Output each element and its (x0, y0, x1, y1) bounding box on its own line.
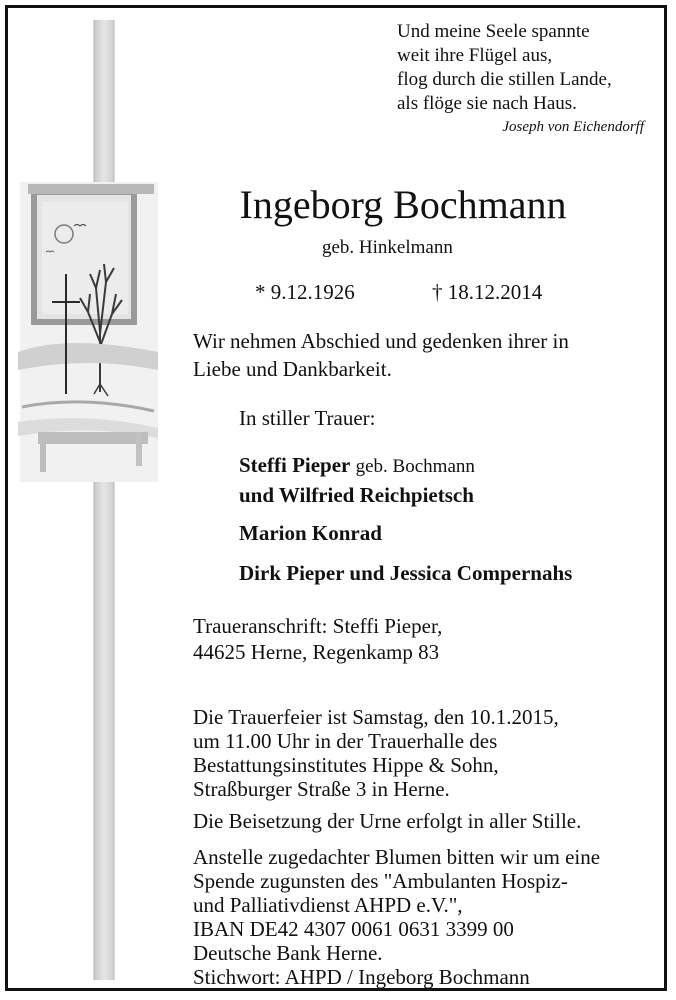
deceased-name: Ingeborg Bochmann (239, 182, 567, 227)
mourner-partner: und Wilfried Reichpietsch (239, 483, 474, 507)
mourner-line (239, 519, 572, 547)
poem-line: flog durch die stillen Lande, (397, 69, 612, 90)
donation-line: Deutsche Bank Herne. (193, 941, 383, 965)
mourning-address (193, 613, 442, 665)
farewell-text (193, 327, 569, 383)
poem-line: als flöge sie nach Haus. (397, 93, 577, 114)
farewell-line: Liebe und Dankbarkeit. (193, 357, 392, 381)
ceremony-info (193, 705, 559, 801)
mourner-maiden: geb. Bochmann (355, 456, 475, 477)
donation-line: und Palliativdienst AHPD e.V.", (193, 893, 463, 917)
ceremony-line: Bestattungsinstitutes Hippe & Sohn, (193, 753, 499, 777)
farewell-line: Wir nehmen Abschied und gedenken ihrer in (193, 329, 569, 353)
poem-line: Und meine Seele spannte (397, 21, 590, 42)
address-line: Traueranschrift: Steffi Pieper, (193, 614, 443, 638)
donation-line: Spende zugunsten des "Ambulanten Hospiz- (193, 869, 568, 893)
poem-line: weit ihre Flügel aus, (397, 45, 553, 66)
ceremony-line: Straßburger Straße 3 in Herne. (193, 777, 450, 801)
mourning-intro: In stiller Trauer: (239, 406, 376, 430)
mourners-list (239, 451, 572, 587)
mourner-line (239, 451, 572, 481)
mourner-name: Marion Konrad (239, 521, 382, 545)
mourner-line (239, 481, 572, 509)
address-line: 44625 Herne, Regenkamp 83 (193, 640, 440, 664)
mourner-name: Dirk Pieper und Jessica Compernahs (239, 561, 573, 585)
poem-author: Joseph von Eichendorff (502, 119, 644, 135)
donation-line: Anstelle zugedachter Blumen bitten wir um eine (193, 845, 601, 869)
ceremony-line: Die Trauerfeier ist Samstag, den 10.1.2015, (193, 705, 559, 729)
maiden-name: geb. Hinkelmann (322, 237, 453, 258)
cross-tree-illustration (18, 12, 168, 984)
donation-line: IBAN DE42 4307 0061 0631 3399 00 (193, 917, 514, 941)
donation-line: Stichwort: AHPD / Ingeborg Bochmann (193, 965, 530, 989)
death-date: † 18.12.2014 (432, 280, 543, 304)
poem (397, 20, 612, 116)
birth-date: * 9.12.1926 (255, 280, 355, 304)
mourner-name: Steffi Pieper (239, 453, 351, 477)
ceremony-line: um 11.00 Uhr in der Trauerhalle des (193, 729, 498, 753)
mourner-line (239, 559, 572, 587)
donation-info (193, 845, 600, 989)
burial-info: Die Beisetzung der Urne erfolgt in aller Stille. (193, 809, 582, 833)
